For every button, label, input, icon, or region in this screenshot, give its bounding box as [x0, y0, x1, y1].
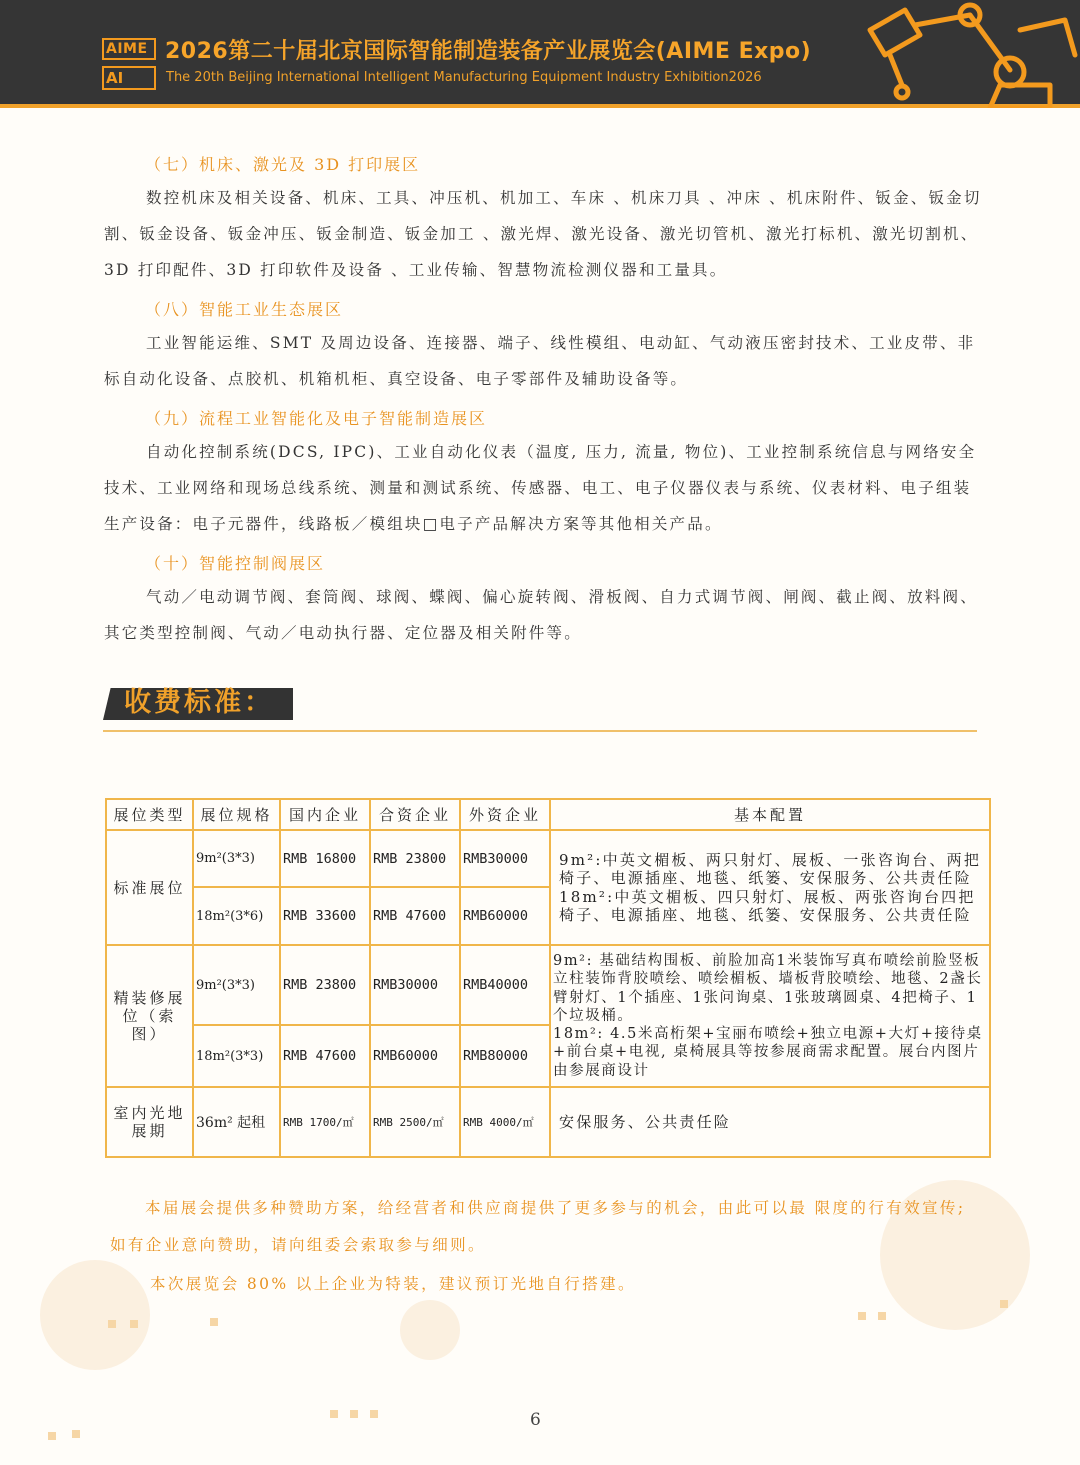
decor-square [858, 1312, 866, 1320]
decor-square [878, 1312, 886, 1320]
fee-table [105, 798, 991, 1158]
header-subtitle: The 20th Beijing International Intelligent Manufacturing Equipment Industry Exhibition2026 [166, 70, 762, 85]
divider [103, 730, 977, 732]
decor-circle [40, 1260, 150, 1370]
section-text-7: 数控机床及相关设备、机床、工具、冲压机、机加工、车床 、机床刀具 、冲床 、机床附件、钣金、钣金切割、钣金设备、钣金冲压、钣金制造、钣金加工 、激光焊、激光设备、激光切管机、激光打标机、激光切割机、3D 打印配件、3D 打印软件及设备 、工业传输、智慧物流检测仪器和工量具。 [104, 189, 982, 280]
price-joint: RMB30000 [370, 945, 460, 1025]
robot-arm-icon [850, 0, 1080, 108]
logo-top: AIME [102, 38, 156, 60]
booth-config: 9m²: 基础结构围板、前脸加高1米装饰写真布喷绘前脸竖板立柱装饰背胶喷绘、喷绘楣板、墙板背胶喷绘、地毯、2盏长臂射灯、1个插座、1张问询桌、1张玻璃圆桌、4把椅子、1个垃圾桶。 18m²: 4.5米高桁架+宝丽布喷绘+独立电源+大灯+接待桌+前台桌+电视, 桌椅展具等按参展商需求配置。展台内图片由参展商设计 [550, 945, 990, 1087]
price-domestic: RMB 47600 [280, 1025, 370, 1087]
table-row [106, 945, 990, 1025]
decor-square [72, 1430, 80, 1438]
price-joint: RMB 2500/㎡ [370, 1087, 460, 1157]
section-heading-10: （十）智能控制阀展区 [145, 554, 326, 573]
decor-square [370, 1410, 378, 1418]
logo-bottom: AI [102, 66, 156, 90]
table-header: 基本配置 [550, 799, 990, 830]
price-foreign: RMB 4000/㎡ [460, 1087, 550, 1157]
price-domestic: RMB 33600 [280, 887, 370, 945]
booth-spec: 9m²(3*3) [193, 830, 280, 887]
booth-spec: 36m² 起租 [193, 1087, 280, 1157]
booth-config: 9m²:中英文楣板、两只射灯、展板、一张咨询台、两把椅子、电源插座、地毯、纸篓、安保服务、公共责任险 18m²:中英文楣板、四只射灯、展板、两张咨询台四把椅子、电源插座、地毯、纸篓、安保服务、公共责任险 [550, 830, 990, 945]
table-header: 国内企业 [280, 799, 370, 830]
decor-square [48, 1432, 56, 1440]
decor-square [1000, 1300, 1008, 1308]
table-header: 展位规格 [193, 799, 280, 830]
table-row [106, 1087, 990, 1157]
section-text-8: 工业智能运维、SMT 及周边设备、连接器、端子、线性模组、电动缸、气动液压密封技术、工业皮带、非标自动化设备、点胶机、机箱机柜、真空设备、电子零部件及辅助设备等。 [104, 334, 976, 389]
price-domestic: RMB 23800 [280, 945, 370, 1025]
section-heading-7: （七）机床、激光及 3D 打印展区 [145, 155, 421, 174]
section-heading-9: （九）流程工业智能化及电子智能制造展区 [145, 409, 488, 428]
booth-spec: 9m²(3*3) [193, 945, 280, 1025]
table-row [106, 830, 990, 887]
table-header: 外资企业 [460, 799, 550, 830]
booth-category: 室内光地展期 [106, 1087, 193, 1157]
price-domestic: RMB 1700/㎡ [280, 1087, 370, 1157]
note-sponsorship: 本届展会提供多种赞助方案，给经营者和供应商提供了更多参与的机会，由此可以最 限度的行有效宣传; [145, 1199, 966, 1217]
decor-square [108, 1320, 116, 1328]
booth-category: 标准展位 [106, 830, 193, 945]
price-joint: RMB 47600 [370, 887, 460, 945]
price-domestic: RMB 16800 [280, 830, 370, 887]
section-text-9: 自动化控制系统(DCS, IPC)、工业自动化仪表（温度, 压力, 流量, 物位)、工业控制系统信息与网络安全技术、工业网络和现场总线系统、测量和测试系统、传感器、电工、电子仪器仪表与系统、仪表材料、电子组装生产设备：电子元器件，线路板／模组块□电子产品解决方案等其他相关产品。 [104, 443, 977, 534]
table-header-row [106, 799, 990, 830]
price-foreign: RMB60000 [460, 887, 550, 945]
booth-spec: 18m²(3*3) [193, 1025, 280, 1087]
price-foreign: RMB30000 [460, 830, 550, 887]
decor-square [210, 1318, 218, 1326]
page-header [0, 0, 1080, 108]
page-number: 6 [530, 1410, 541, 1430]
header-title: 2026第二十届北京国际智能制造装备产业展览会(AIME Expo) [165, 39, 812, 64]
decor-circle [400, 1300, 460, 1360]
decor-square [350, 1410, 358, 1418]
booth-config: 安保服务、公共责任险 [550, 1087, 990, 1157]
price-joint: RMB 23800 [370, 830, 460, 887]
booth-spec: 18m²(3*6) [193, 887, 280, 945]
table-header: 合资企业 [370, 799, 460, 830]
note-sponsorship-contact: 如有企业意向赞助，请向组委会索取参与细则。 [110, 1236, 486, 1254]
decor-square [330, 1410, 338, 1418]
price-joint: RMB60000 [370, 1025, 460, 1087]
aime-logo [102, 38, 156, 92]
table-header: 展位类型 [106, 799, 193, 830]
decor-square [130, 1320, 138, 1328]
section-text-10: 气动／电动调节阀、套筒阀、球阀、蝶阀、偏心旋转阀、滑板阀、自力式调节阀、闸阀、截止阀、放料阀、其它类型控制阀、气动／电动执行器、定位器及相关附件等。 [104, 588, 978, 643]
price-foreign: RMB40000 [460, 945, 550, 1025]
price-foreign: RMB80000 [460, 1025, 550, 1087]
note-special-build: 本次展览会 80% 以上企业为特装，建议预订光地自行搭建。 [150, 1275, 636, 1293]
booth-category: 精装修展位（索图） [106, 945, 193, 1087]
fee-title: 收费标准： [124, 687, 274, 718]
section-heading-8: （八）智能工业生态展区 [145, 300, 344, 319]
